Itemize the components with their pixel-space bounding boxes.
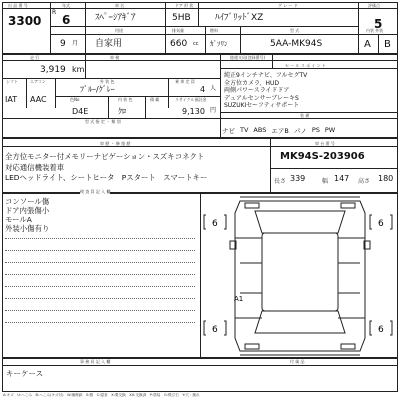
use-label: 用途 <box>115 28 123 33</box>
footer-block <box>2 358 398 392</box>
ac-value: AAC <box>30 95 47 104</box>
tire-rear-left: 6 <box>212 325 218 335</box>
cc-value: 660 <box>170 39 188 49</box>
seats-label: 乗 車 定 員 <box>175 79 195 84</box>
equip-pano: パノ <box>293 127 307 135</box>
width-label: 幅 <box>322 178 329 185</box>
color-number: D4E <box>72 107 89 116</box>
equip-ps: PS <box>311 126 320 134</box>
mileage-unit: km <box>72 65 85 74</box>
inspector-line: コンソール傷 <box>5 197 50 206</box>
month-unit: 月 <box>72 40 79 47</box>
cc-label: 排気量 <box>172 28 184 33</box>
seats-unit: 人 <box>210 85 217 92</box>
load-label: 積 載 <box>150 97 160 102</box>
year-prefix: R <box>52 9 57 16</box>
month-value: 9 <box>60 39 66 49</box>
seats-value: 4 <box>200 85 206 94</box>
sales-point: 純正9インチナビ、フルセグTV <box>224 72 308 79</box>
cc-unit: cc <box>193 41 199 47</box>
car-diagram <box>200 193 398 358</box>
model-code: 5AA-MK94S <box>270 39 323 49</box>
sales-points-list <box>224 72 396 110</box>
office-label: 事 務 局 記 入 欄 <box>80 359 111 364</box>
note-line: 全方位モニター付メモリーナビゲーション・スズキコネクト <box>5 152 205 161</box>
equip-pw: PW <box>324 126 336 134</box>
sales-point: 全方位カメラ、HUD <box>224 79 280 87</box>
keys-value: キーケース <box>6 369 44 378</box>
history-label: 車 歴 ・ 修 復 歴 <box>100 141 131 146</box>
grade-value: ﾊｲﾌﾞﾘｯﾄﾞXZ <box>215 13 264 23</box>
type-designation-label: 型 式 指 定 ・ 類 別 <box>85 119 121 124</box>
recycle-unit: 円 <box>210 107 217 114</box>
inspector-line: 外装小傷有り <box>5 224 50 233</box>
inspection-label: 車 検 <box>110 55 120 60</box>
width-value: 147 <box>334 174 350 183</box>
car-name: ｽﾍﾟｰｼｱｷﾞｱ <box>95 13 136 23</box>
color-label: 外 装 色 <box>100 79 115 84</box>
make-label: 車 名 <box>115 3 125 8</box>
equip-abs: ABS <box>253 126 267 134</box>
color-no-label: 色No <box>70 97 80 102</box>
mileage-value: 3,919 <box>40 65 66 75</box>
inspector-line: ドア内張傷小 <box>5 206 50 215</box>
tire-front-right: 6 <box>378 219 384 229</box>
grade-label: グ レ ー ド <box>278 3 298 8</box>
int-ext-label: 内装 外装 <box>366 28 384 33</box>
lot-label: 出 品 番 号 <box>8 3 28 8</box>
note-line: 対応通信機装着車 <box>5 162 65 172</box>
interior-grade: A <box>364 39 371 50</box>
equip-airbag: エアB <box>271 127 289 135</box>
interior-color-value: ｸﾛ <box>118 107 126 116</box>
shift-value: IAT <box>5 95 18 104</box>
damage-code: A1 <box>234 295 244 303</box>
damage-legend: A:キズ U:へこみ B:へこみ(キズ付) W:補修跡 S:錆 C:腐食 X:要交換 XX:交換済 P:塗装 G:飛び石 Y:穴・割れ <box>3 393 200 397</box>
sales-points-label: セ ー ル ス ポ イ ン ト <box>285 63 326 68</box>
interior-color-label: 内 装 色 <box>118 97 133 102</box>
tire-front-left: 6 <box>212 219 218 229</box>
model-year: 6 <box>62 13 71 27</box>
accessories-label: 付 属 品 <box>290 359 305 364</box>
inspector-label: 検 査 員 記 入 欄 <box>80 189 111 194</box>
chassis-label: 車 台 番 号 <box>315 141 335 146</box>
height-value: 180 <box>378 174 394 183</box>
model-label: 型 式 <box>290 28 300 33</box>
chassis-number: MK94S-203906 <box>280 151 365 162</box>
shift-label: シフト <box>6 79 18 84</box>
equipment-label: 装 備 <box>300 113 310 118</box>
notes-text <box>5 152 267 184</box>
length-value: 339 <box>290 174 306 183</box>
year-label: 年式 <box>62 3 70 8</box>
sales-point: SUZUKIセーフティサポート <box>224 102 300 110</box>
recycle-label: リサイクル預託金 <box>175 97 207 102</box>
height-label: 高さ <box>358 178 371 185</box>
exterior-grade: B <box>384 39 391 50</box>
fuel-value: ｶﾞｿﾘﾝ <box>210 40 228 48</box>
lot-number: 3300 <box>8 14 42 28</box>
use-value: 自家用 <box>95 39 123 49</box>
tire-rear-right: 6 <box>378 325 384 335</box>
equip-tv: TV <box>240 126 249 134</box>
length-label: 長さ <box>274 178 287 185</box>
recycle-value: 9,130 <box>182 107 205 116</box>
doors-label: ドア 形 状 <box>175 3 194 8</box>
ac-label: エアコン <box>30 79 46 84</box>
fuel-label: 燃料 <box>210 28 218 33</box>
equipment-row <box>222 126 335 135</box>
equip-navi: ナビ <box>222 127 235 135</box>
inspection-type-label: 陸運支局(登録番号) <box>230 55 266 60</box>
score-label: 評価点 <box>368 3 380 8</box>
mileage-label: 走 行 <box>30 55 40 60</box>
sales-point: 両側パワースライドドア <box>224 87 290 95</box>
score-value: 5 <box>374 17 383 31</box>
inspector-line: モールA <box>5 215 32 224</box>
sales-point: デュアルセンサーブレーキS <box>224 94 299 102</box>
inspector-text <box>5 197 49 233</box>
color-value: ﾌﾞﾙｰ/ｸﾞﾚｰ <box>80 85 115 94</box>
note-line: LEDヘッドライト、シートヒータ Pスタート スマートキー <box>5 173 208 182</box>
door-type: 5HB <box>172 13 191 23</box>
